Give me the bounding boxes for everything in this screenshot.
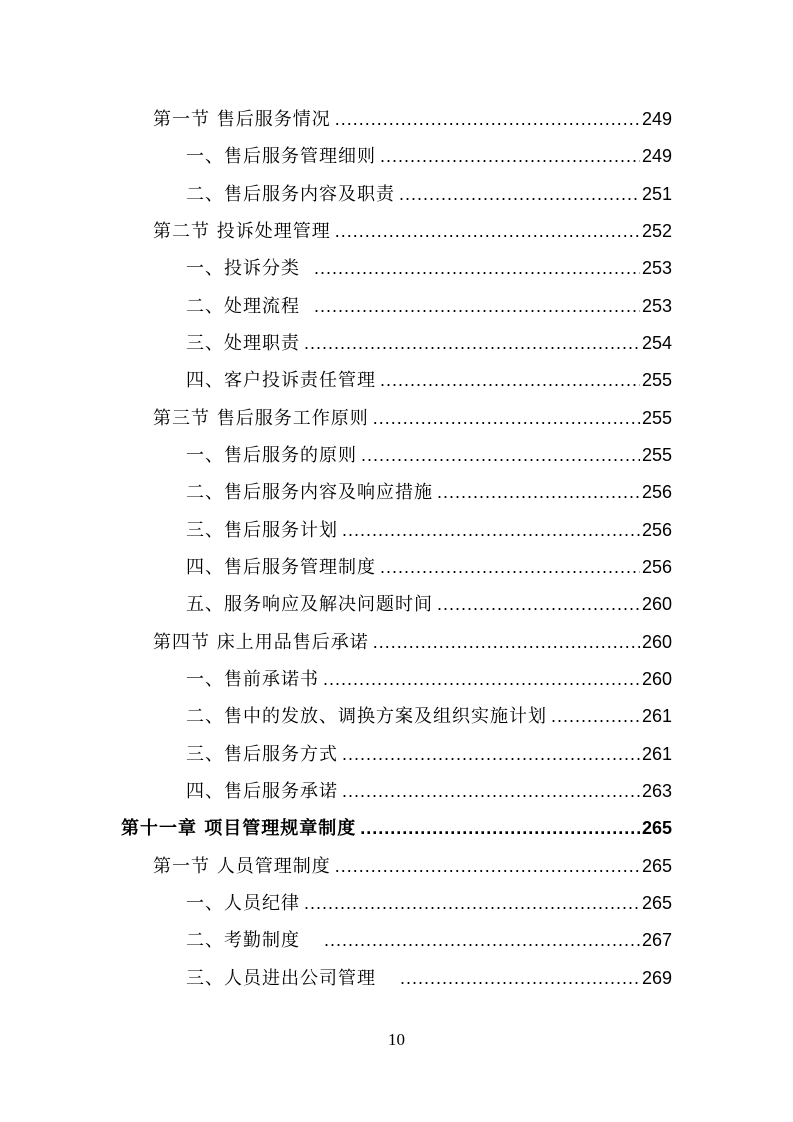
toc-entry-page: 260: [641, 669, 672, 689]
toc-entry-page: 261: [641, 744, 672, 764]
toc-entry-page: 256: [641, 520, 672, 540]
toc-entry[interactable]: [186, 741, 672, 767]
toc-leader-dots: [400, 965, 640, 991]
toc-leader-dots: [361, 442, 640, 468]
toc-entry[interactable]: [186, 703, 672, 729]
toc-leader-dots: [380, 143, 640, 169]
toc-entry[interactable]: [153, 106, 672, 132]
toc-leader-dots: [373, 405, 640, 431]
toc-entry[interactable]: [186, 517, 672, 543]
toc-leader-dots: [399, 181, 640, 207]
toc-entry[interactable]: [186, 927, 672, 953]
toc-entry[interactable]: [153, 629, 672, 655]
toc-entry-title: 一、售后服务的原则: [186, 445, 357, 466]
toc-entry-page: 252: [641, 221, 672, 241]
toc-entry-page: 265: [641, 856, 672, 876]
toc-entry[interactable]: [186, 367, 672, 393]
toc-leader-dots: [380, 367, 640, 393]
toc-leader-dots: [360, 815, 640, 841]
toc-entry-page: 249: [641, 109, 672, 129]
toc-entry-title: 四、售后服务管理制度: [186, 557, 376, 578]
toc-leader-dots: [551, 703, 640, 729]
toc-leader-dots: [323, 666, 640, 692]
toc-entry[interactable]: [186, 778, 672, 804]
toc-entry-page: 263: [641, 781, 672, 801]
toc-entry[interactable]: [153, 853, 672, 879]
toc-leader-dots: [342, 741, 640, 767]
toc-entry-title: 二、售后服务内容及响应措施: [186, 482, 433, 503]
toc-entry-page: 256: [641, 482, 672, 502]
toc-leader-dots: [304, 890, 640, 916]
toc-entry-title: 一、投诉分类: [186, 258, 300, 279]
toc-leader-dots: [335, 106, 640, 132]
toc-entry-title: 三、处理职责: [186, 333, 300, 354]
toc-entry-title: 二、售后服务内容及职责: [186, 184, 395, 205]
toc-entry[interactable]: [186, 181, 672, 207]
toc-entry[interactable]: [186, 255, 672, 281]
page-number: 10: [388, 1030, 405, 1049]
toc-entry[interactable]: [153, 218, 672, 244]
toc-entry-page: 255: [641, 408, 672, 428]
toc-entry-title: 五、服务响应及解决问题时间: [186, 594, 433, 615]
toc-chapter-entry[interactable]: [121, 815, 672, 841]
toc-entry[interactable]: [186, 293, 672, 319]
toc-entry-title: 二、售中的发放、调换方案及组织实施计划: [186, 706, 547, 727]
toc-entry-title: 第一节 售后服务情况: [153, 109, 331, 130]
toc-leader-dots: [335, 853, 640, 879]
toc-entry-title: 第一节 人员管理制度: [153, 856, 331, 877]
toc-entry-page: 265: [641, 893, 672, 913]
toc-entry-page: 255: [641, 445, 672, 465]
toc-entry[interactable]: [186, 554, 672, 580]
toc-entry-page: 269: [641, 968, 672, 988]
toc-leader-dots: [324, 927, 640, 953]
toc-entry-page: 260: [641, 632, 672, 652]
toc-entry-title: 一、售前承诺书: [186, 669, 319, 690]
toc-entry[interactable]: [186, 330, 672, 356]
toc-entry-page: 253: [641, 258, 672, 278]
toc-entry[interactable]: [153, 405, 672, 431]
toc-entry-title: 一、人员纪律: [186, 893, 300, 914]
toc-leader-dots: [342, 517, 640, 543]
toc-leader-dots: [314, 293, 640, 319]
toc-leader-dots: [437, 591, 640, 617]
toc-leader-dots: [314, 255, 640, 281]
toc-entry-title: 二、处理流程: [186, 296, 300, 317]
toc-entry-page: 267: [641, 930, 672, 950]
toc-entry[interactable]: [186, 143, 672, 169]
toc-entry-page: 255: [641, 370, 672, 390]
toc-leader-dots: [304, 330, 640, 356]
toc-entry-title: 四、售后服务承诺: [186, 781, 338, 802]
toc-entry-page: 254: [641, 333, 672, 353]
toc-entry-title: 一、售后服务管理细则: [186, 146, 376, 167]
toc-leader-dots: [380, 554, 640, 580]
toc-entry-page: 251: [641, 184, 672, 204]
toc-entry-title: 三、售后服务方式: [186, 744, 338, 765]
toc-entry-title: 四、客户投诉责任管理: [186, 370, 376, 391]
toc-entry[interactable]: [186, 666, 672, 692]
toc-entry-page: 260: [641, 594, 672, 614]
toc-leader-dots: [373, 629, 640, 655]
toc-entry[interactable]: [186, 591, 672, 617]
toc-entry-page: 265: [641, 818, 672, 838]
toc-leader-dots: [437, 479, 640, 505]
toc-leader-dots: [335, 218, 640, 244]
toc-entry-page: 249: [641, 146, 672, 166]
toc-entry-title: 第三节 售后服务工作原则: [153, 408, 369, 429]
toc-entry[interactable]: [186, 479, 672, 505]
toc-entry[interactable]: [186, 965, 672, 991]
toc-entry-page: 261: [641, 706, 672, 726]
toc-entry[interactable]: [186, 890, 672, 916]
toc-leader-dots: [342, 778, 640, 804]
toc-entry-page: 256: [641, 557, 672, 577]
toc-entry-title: 三、人员进出公司管理: [186, 968, 376, 989]
toc-entry[interactable]: [186, 442, 672, 468]
toc-entry-title: 三、售后服务计划: [186, 520, 338, 541]
toc-entry-title: 第四节 床上用品售后承诺: [153, 632, 369, 653]
toc-entry-title: 第十一章 项目管理规章制度: [121, 818, 357, 839]
toc-entry-title: 第二节 投诉处理管理: [153, 221, 331, 242]
toc-entry-page: 253: [641, 296, 672, 316]
toc-entry-title: 二、考勤制度: [186, 930, 300, 951]
